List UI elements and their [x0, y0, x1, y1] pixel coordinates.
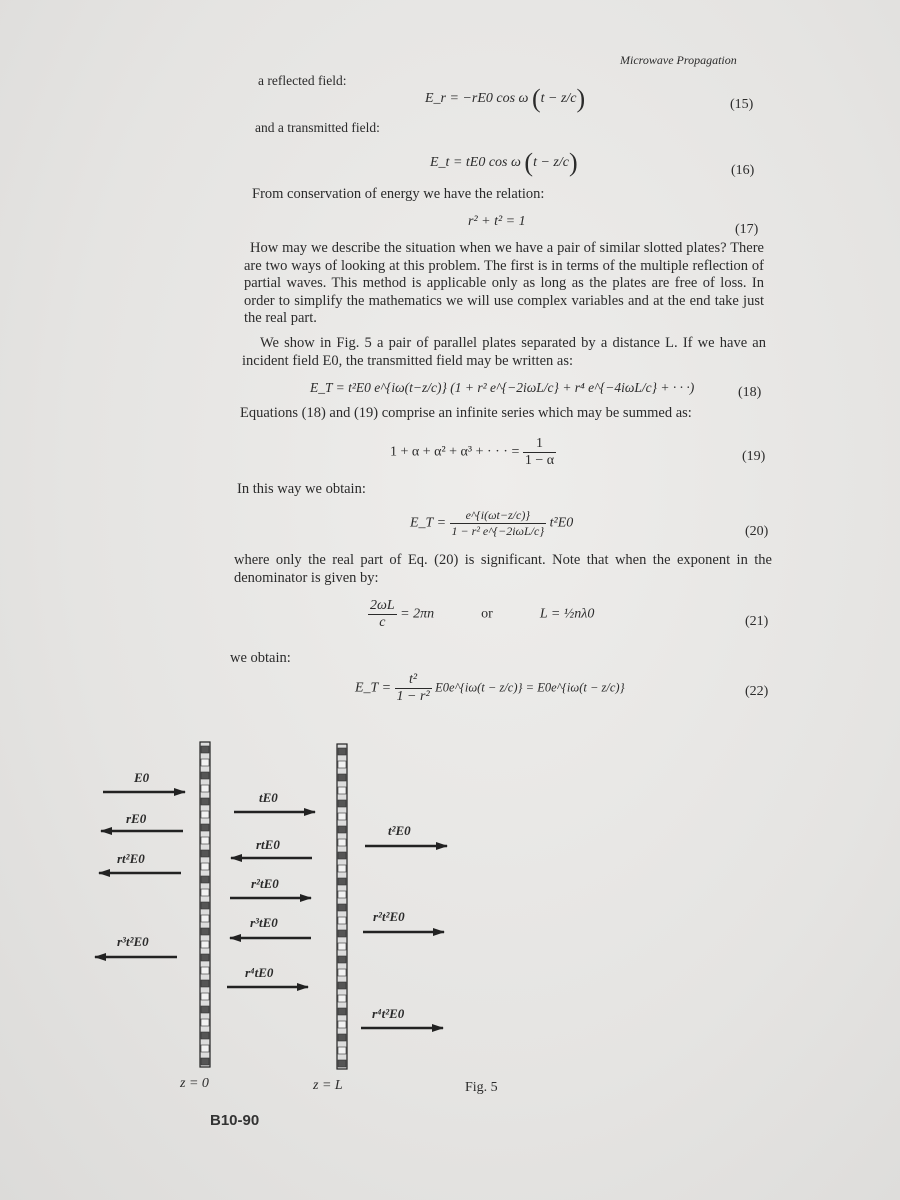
wave-label-mid-1: rtE0 [256, 837, 280, 852]
eq19-denominator: 1 − α [524, 453, 555, 468]
plate-left [200, 742, 210, 1067]
plate-slot [338, 995, 346, 1002]
eq16-paren: t − z/c [533, 155, 569, 171]
eq22-right: E0e^{iω(t − z/c)} = E0e^{iω(t − z/c)} [435, 680, 625, 695]
we-obtain-text: we obtain: [230, 650, 291, 666]
wave-label-left-3: r³t²E0 [117, 934, 149, 949]
eq20-right: t²E0 [549, 515, 574, 531]
plate-slot [201, 902, 209, 909]
plate-slot [338, 761, 346, 768]
plate-slot [201, 928, 209, 935]
paragraph-fig5: We show in Fig. 5 a pair of parallel plates separated by a distance L. If we have an incident field E0, the transmitted field may be written as: [242, 335, 766, 369]
plate-slot [201, 1045, 209, 1052]
plate-slot [338, 956, 346, 963]
eq22-number: (22) [745, 684, 769, 699]
wave-label-left-0: E0 [134, 770, 150, 785]
plate-slot [201, 876, 209, 883]
plate-slot [201, 811, 209, 818]
plate-slot [338, 748, 346, 755]
plate-slot [201, 1019, 209, 1026]
eq20-number: (20) [745, 524, 769, 539]
plate-slot [338, 891, 346, 898]
transmitted-field-label: and a transmitted field: [255, 120, 380, 135]
plate-slot [338, 1034, 346, 1041]
plate-slot [201, 980, 209, 987]
eq22-numerator: t² [395, 672, 432, 689]
document-id: B10-90 [210, 1112, 260, 1129]
plate-slot [201, 746, 209, 753]
reflected-field-label: a reflected field: [258, 73, 347, 88]
eq21-or: or [481, 606, 493, 622]
plate-slot [338, 982, 346, 989]
plate-slot [338, 904, 346, 911]
plate-slot [338, 878, 346, 885]
plate-slot [338, 969, 346, 976]
eq19-left: 1 + α + α² + α³ + · · · = [390, 444, 520, 460]
plate-slot [201, 993, 209, 1000]
equation-15: E_r = −rE0 cos ω (t − z/c) [425, 84, 586, 113]
eq20-numerator: e^{i(ωt−z/c)} [450, 508, 547, 524]
plate-slot [201, 967, 209, 974]
plate-slot [201, 1006, 209, 1013]
plate-left-label: z = 0 [180, 1076, 209, 1091]
obtain-text: In this way we obtain: [237, 481, 366, 497]
figure-caption: Fig. 5 [465, 1080, 498, 1095]
plate-slot [338, 1047, 346, 1054]
plate-slot [201, 798, 209, 805]
plate-slot [338, 852, 346, 859]
plate-slot [201, 1058, 209, 1065]
plate-slot [201, 785, 209, 792]
plate-slot [201, 941, 209, 948]
conservation-text: From conservation of energy we have the relation: [252, 186, 545, 202]
eq22-denominator: 1 − r² [396, 689, 430, 704]
plate-right [337, 744, 347, 1069]
eq16-number: (16) [731, 163, 755, 178]
wave-label-mid-0: tE0 [259, 790, 278, 805]
eq21-number: (21) [745, 614, 769, 629]
eq15-number: (15) [730, 97, 754, 112]
plate-slot [338, 1008, 346, 1015]
plate-slot [201, 759, 209, 766]
equation-17: r² + t² = 1 [468, 214, 526, 229]
wave-label-left-2: rt²E0 [117, 851, 145, 866]
wave-label-right-2: r⁴t²E0 [372, 1006, 405, 1021]
plate-slot [201, 1032, 209, 1039]
eq15-paren: t − z/c [540, 91, 577, 107]
realpart-text: where only the real part of Eq. (20) is significant. Note that when the exponent in the denominator is given by: [234, 552, 772, 586]
eq15-left: E_r = −rE0 cos ω [425, 91, 529, 107]
plate-slot [338, 813, 346, 820]
equation-16: E_t = tE0 cos ω (t − z/c) [430, 148, 578, 177]
equation-18: E_T = t²E0 e^{iω(t−z/c)} (1 + r² e^{−2iωL/c} + r⁴ e^{−4iωL/c} + · · ·) [310, 380, 695, 395]
plate-slot [201, 889, 209, 896]
series-note: Equations (18) and (19) comprise an infinite series which may be summed as: [240, 405, 692, 421]
wave-label-mid-3: r³tE0 [250, 915, 278, 930]
plate-slot [338, 826, 346, 833]
plate-slot [201, 954, 209, 961]
plate-slot [338, 774, 346, 781]
eq21-mid: = 2πn [400, 606, 435, 622]
eq21-right: L = ½nλ0 [539, 606, 595, 622]
eq17-number: (17) [735, 222, 759, 237]
eq22-left: E_T = [355, 680, 392, 696]
plate-right-label: z = L [313, 1078, 343, 1093]
wave-label-mid-4: r⁴tE0 [245, 965, 274, 980]
plate-slot [338, 865, 346, 872]
plate-slot [338, 917, 346, 924]
plate-slot [338, 800, 346, 807]
eq20-left: E_T = [410, 515, 447, 531]
plate-slot [338, 1021, 346, 1028]
plate-slot [201, 915, 209, 922]
eq16-left: E_t = tE0 cos ω [430, 155, 521, 171]
running-header: Microwave Propagation [620, 53, 737, 67]
plate-slot [201, 772, 209, 779]
plate-slot [338, 787, 346, 794]
plate-slot [201, 863, 209, 870]
wave-label-right-0: t²E0 [388, 823, 411, 838]
plate-slot [201, 837, 209, 844]
eq19-numerator: 1 [523, 436, 556, 453]
plate-slot [338, 943, 346, 950]
wave-label-left-1: rE0 [126, 811, 147, 826]
plate-slot [338, 839, 346, 846]
paragraph-plates: How may we describe the situation when we have a pair of similar slotted plates? There are two ways of looking at this problem. The first is in terms of the multiple reflection of partial waves. This method is applicable only as long as the plates are free of loss. In order to simplify the mathematics we will use complex variables and at the end take just the real part. [244, 240, 764, 326]
wave-label-mid-2: r²tE0 [251, 876, 279, 891]
wave-label-right-1: r²t²E0 [373, 909, 405, 924]
eq19-number: (19) [742, 449, 766, 464]
eq21-numerator: 2ωL [370, 598, 395, 613]
plate-slot [338, 1060, 346, 1067]
eq18-number: (18) [738, 385, 762, 400]
plate-slot [338, 930, 346, 937]
eq20-denominator: 1 − r² e^{−2iωL/c} [451, 524, 545, 538]
plate-slot [201, 824, 209, 831]
eq21-denominator: c [379, 615, 386, 630]
plate-slot [201, 850, 209, 857]
